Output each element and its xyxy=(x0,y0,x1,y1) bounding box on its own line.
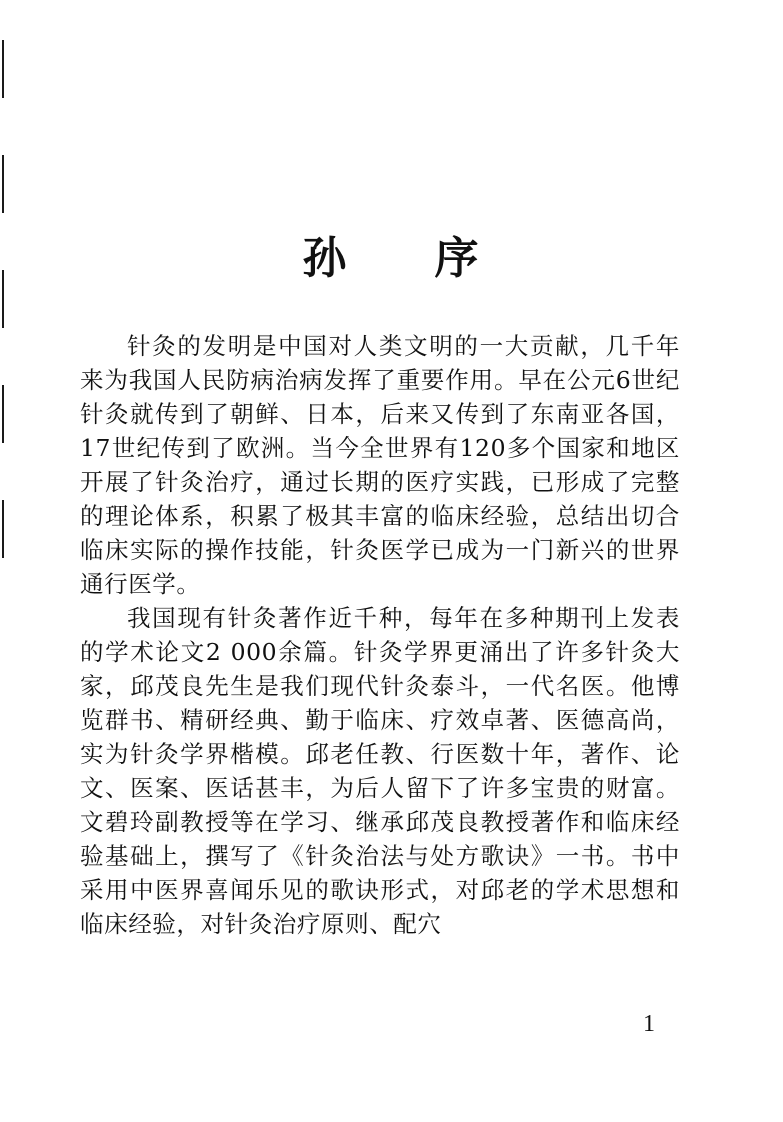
page-number: 1 xyxy=(643,1011,655,1037)
title-char-left: 孙 xyxy=(302,233,349,285)
paragraph-2: 我国现有针灸著作近千种，每年在多种期刊上发表的学术论文2 000余篇。针灸学界更涌出了许多针灸大家，邱茂良先生是我们现代针灸泰斗，一代名医。他博览群书、精研经典、勤于临床、疗效卓著、医德高尚，实为针灸学界楷模。邱老任教、行医数十年，著作、论文、医案、医话甚丰，为后人留下了许多宝贵的财富。文碧玲副教授等在学习、继承邱茂良教授著作和临床经验基础上，撰写了《针灸治法与处方歌诀》一书。书中采用中医界喜闻乐见的歌诀形式，对邱老的学术思想和临床经验，对针灸治疗原则、配穴 xyxy=(80,604,680,938)
scan-margin-mark xyxy=(2,155,4,213)
scan-margin-mark xyxy=(2,385,4,443)
scan-margin-mark xyxy=(2,40,4,98)
page-title xyxy=(0,233,783,285)
title-char-right: 序 xyxy=(434,233,481,285)
paragraph-1: 针灸的发明是中国对人类文明的一大贡献，几千年来为我国人民防病治病发挥了重要作用。早在公元6世纪针灸就传到了朝鲜、日本，后来又传到了东南亚各国，17世纪传到了欧洲。当今全世界有120多个国家和地区开展了针灸治疗，通过长期的医疗实践，已形成了完整的理论体系，积累了极其丰富的临床经验，总结出切合临床实际的操作技能，针灸医学已成为一门新兴的世界通行医学。 xyxy=(80,332,680,598)
scan-margin-mark xyxy=(2,500,4,558)
preface-body xyxy=(80,329,680,941)
